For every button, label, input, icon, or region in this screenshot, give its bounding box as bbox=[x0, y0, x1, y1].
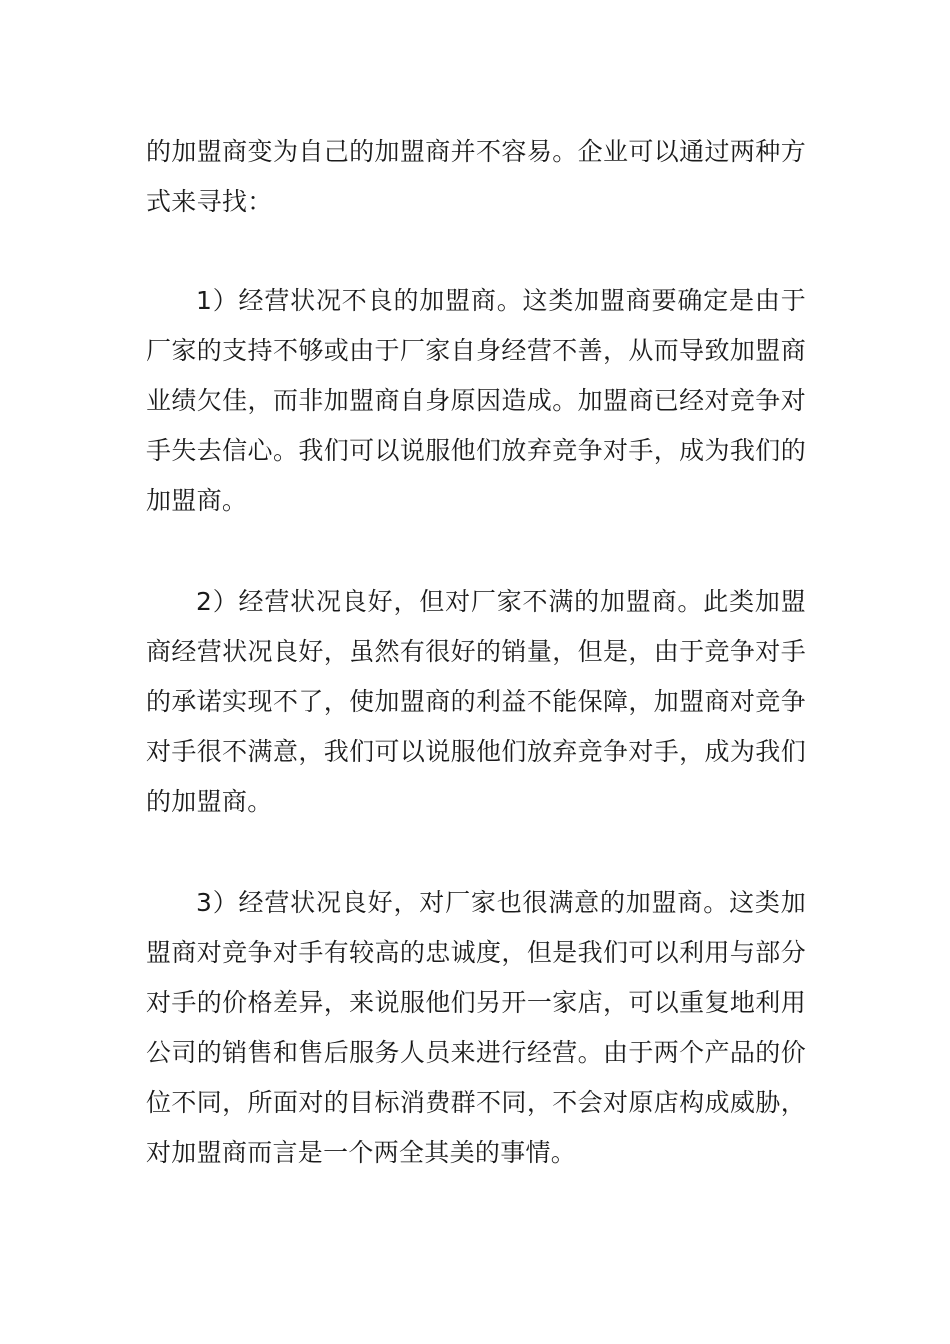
paragraph-item-3: 3）经营状况良好，对厂家也很满意的加盟商。这类加盟商对竞争对手有较高的忠诚度，但是我们可以利用与部分对手的价格差异，来说服他们另开一家店，可以重复地利用公司的销售和售后服务人员来进行经营。由于两个产品的价位不同，所面对的目标消费群不同，不会对原店构成威胁，对加盟商而言是一个两全其美的事情。 bbox=[146, 888, 806, 1167]
intro-paragraph: 的加盟商变为自己的加盟商并不容易。企业可以通过两种方式来寻找： bbox=[146, 137, 806, 216]
document-body bbox=[146, 127, 806, 1178]
paragraph-item-2: 2）经营状况良好，但对厂家不满的加盟商。此类加盟商经营状况良好，虽然有很好的销量，但是，由于竞争对手的承诺实现不了，使加盟商的利益不能保障，加盟商对竞争对手很不满意，我们可以说服他们放弃竞争对手，成为我们的加盟商。 bbox=[146, 587, 806, 816]
paragraph-item-1: 1）经营状况不良的加盟商。这类加盟商要确定是由于厂家的支持不够或由于厂家自身经营不善，从而导致加盟商业绩欠佳，而非加盟商自身原因造成。加盟商已经对竞争对手失去信心。我们可以说服他们放弃竞争对手，成为我们的加盟商。 bbox=[146, 286, 806, 515]
